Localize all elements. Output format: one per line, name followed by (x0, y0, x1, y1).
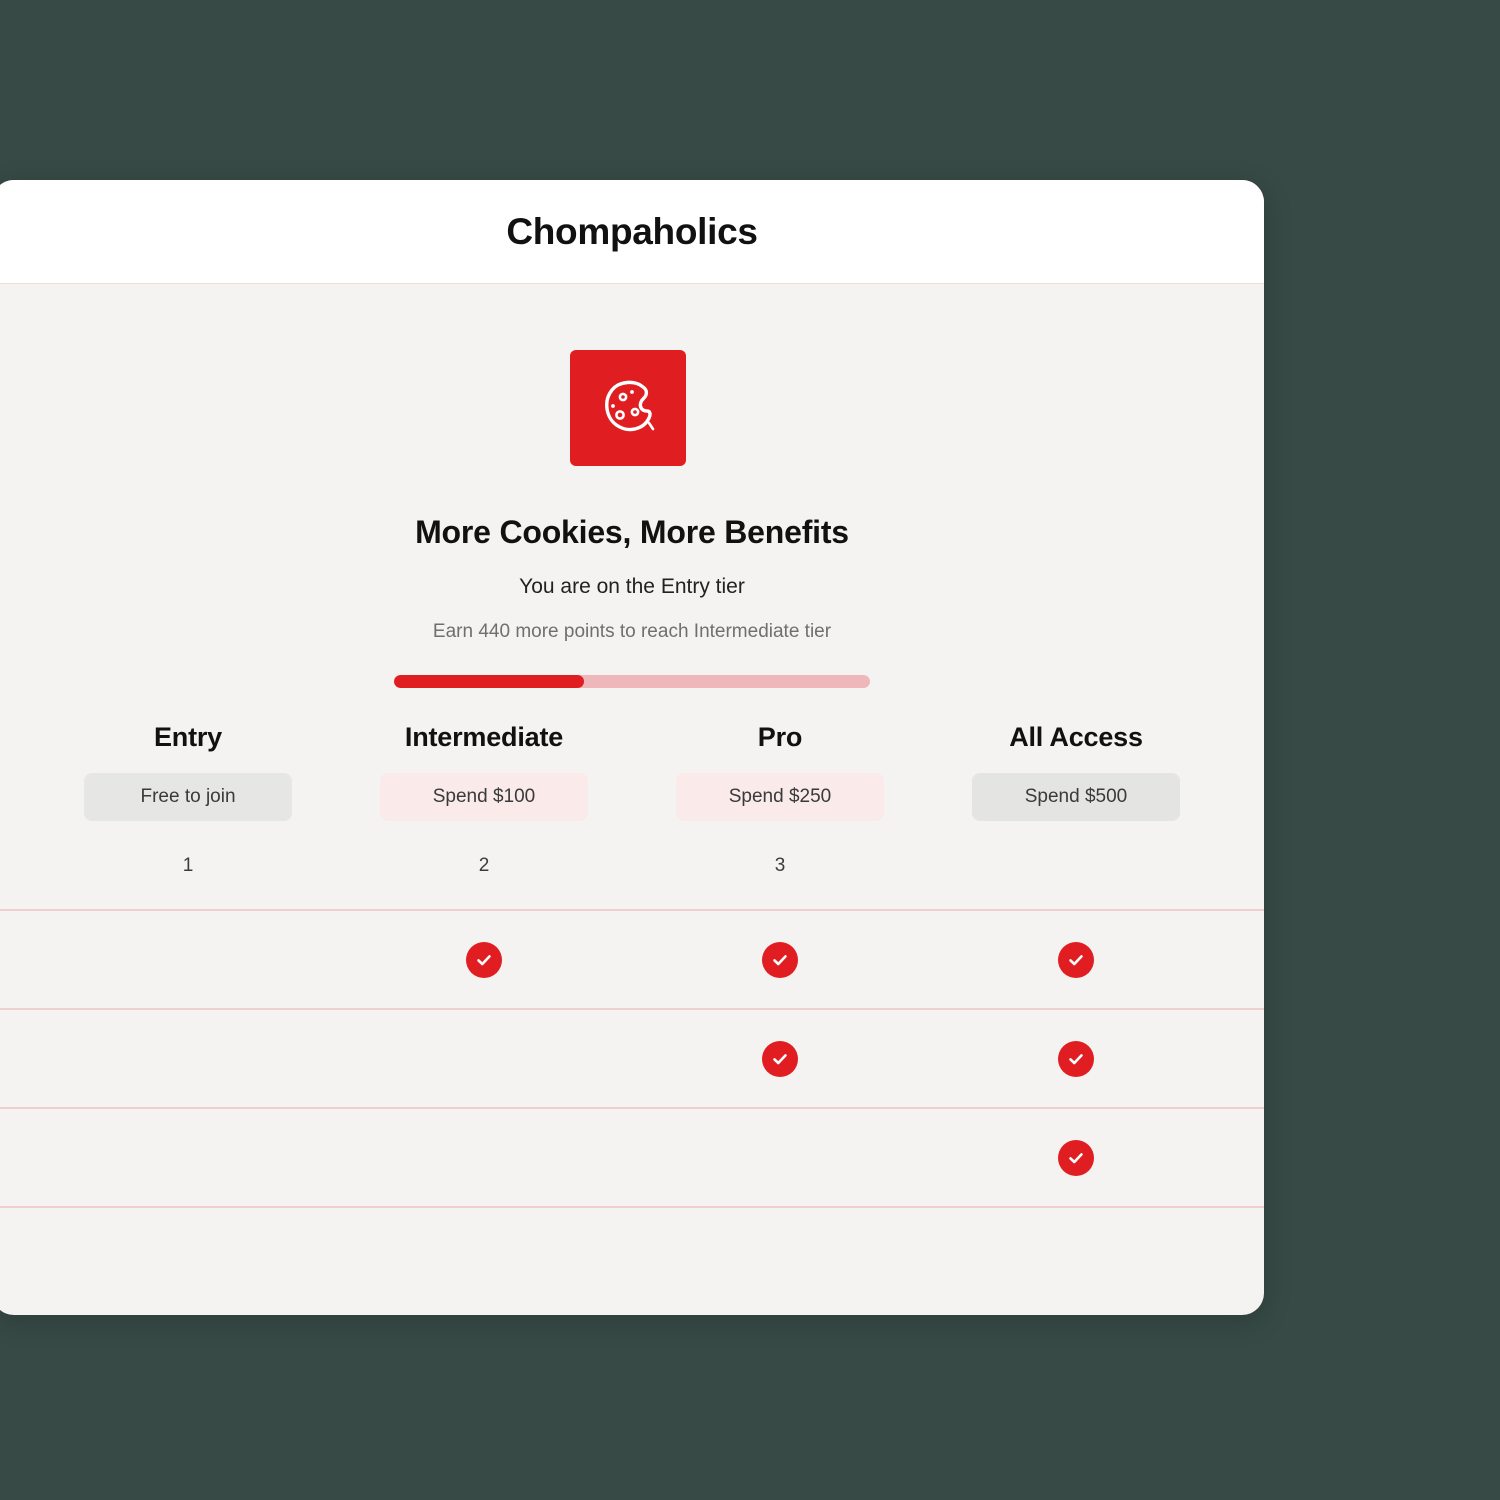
brand-logo-wrap (0, 350, 1264, 466)
page-title: Chompaholics (506, 210, 758, 252)
check-icon (1058, 1140, 1094, 1176)
benefits-table (0, 909, 1264, 1208)
tier-progress-fill (394, 675, 584, 688)
benefit-cell (336, 942, 632, 978)
window-title-bar (0, 180, 1264, 284)
benefit-cell (632, 1041, 928, 1077)
tier-name: Intermediate (404, 722, 564, 752)
tier-requirement: Spend $500 (972, 773, 1180, 821)
tier-name: All Access (1009, 722, 1143, 752)
loyalty-program-card (0, 180, 1264, 1315)
benefit-cell (928, 942, 1224, 978)
tier-index-row (0, 855, 1264, 877)
card-content (0, 284, 1264, 1208)
tier-column-pro[interactable] (632, 722, 928, 821)
cookie-icon (570, 350, 686, 466)
tier-column-intermediate[interactable] (336, 722, 632, 821)
progress-note: Earn 440 more points to reach Intermediate tier (432, 621, 832, 642)
tier-requirement: Spend $100 (380, 773, 588, 821)
tier-header-row (0, 722, 1264, 821)
hero-headline: More Cookies, More Benefits (415, 514, 849, 550)
tier-index (928, 855, 1224, 877)
benefit-cell (928, 1041, 1224, 1077)
tier-progress-wrap (0, 675, 1264, 688)
benefit-row (0, 1010, 1264, 1109)
tier-index: 3 (774, 855, 786, 876)
benefit-row (0, 911, 1264, 1010)
check-icon (762, 942, 798, 978)
check-icon (1058, 942, 1094, 978)
tier-progress-bar (394, 675, 870, 688)
tier-column-all-access[interactable] (928, 722, 1224, 821)
check-icon (1058, 1041, 1094, 1077)
tier-column-entry[interactable] (40, 722, 336, 821)
tier-index: 1 (182, 855, 194, 876)
benefit-cell (632, 942, 928, 978)
tier-name: Pro (757, 722, 803, 752)
tier-name: Entry (153, 722, 223, 752)
benefit-row (0, 1109, 1264, 1208)
tier-index: 2 (478, 855, 490, 876)
benefit-cell (928, 1140, 1224, 1176)
tier-requirement: Spend $250 (676, 773, 884, 821)
tier-requirement: Free to join (84, 773, 292, 821)
current-tier-text: You are on the Entry tier (519, 575, 745, 598)
check-icon (762, 1041, 798, 1077)
check-icon (466, 942, 502, 978)
